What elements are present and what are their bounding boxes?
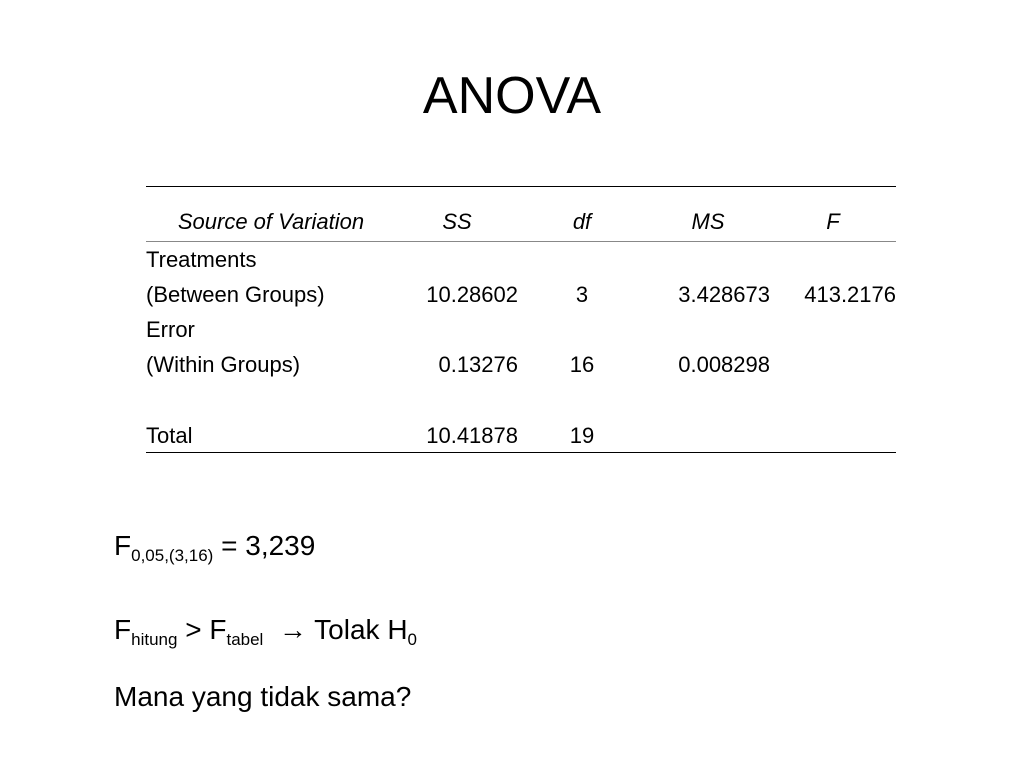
question-text: Mana yang tidak sama? [114,681,412,712]
row-error-label-1: Error [146,317,195,342]
total-label: Total [146,420,396,453]
anova-table [146,186,896,453]
error-f [770,347,896,382]
slide-title: ANOVA [422,67,602,125]
f-tabel-subscript: tabel [226,630,264,649]
table-row [146,277,896,312]
total-df: 19 [518,420,646,453]
decision-text: → Tolak H [263,614,408,645]
f-hitung-subscript: hitung [131,630,178,649]
comparison-operator: > [177,614,210,645]
f-hitung-symbol: F [114,614,132,645]
treatments-ss: 10.28602 [426,282,518,307]
row-treatments-label-1: Treatments [146,247,257,272]
decision-line [114,612,417,648]
error-df: 16 [569,352,595,377]
header-df: df [518,187,646,242]
h0-subscript: 0 [407,630,418,649]
treatments-df: 3 [575,282,589,307]
header-f: F [770,187,896,242]
error-ss: 0.13276 [438,352,518,377]
row-error-label-2: (Within Groups) [146,352,301,377]
f-tabel-symbol: F [209,614,227,645]
header-ss: SS [396,187,518,242]
treatments-f: 413.2176 [804,282,896,307]
f-table-subscript: 0,05,(3,16) [131,546,214,565]
treatments-ms: 3.428673 [678,282,770,307]
header-source: Source of Variation [146,187,396,242]
error-ms: 0.008298 [678,352,770,377]
table-spacer-row [146,382,896,420]
table-row [146,312,896,347]
table-row [146,347,896,382]
f-table-value [114,528,315,564]
row-treatments-label-2: (Between Groups) [146,282,325,307]
table-total-row [146,420,896,453]
header-ms: MS [646,187,770,242]
total-ss: 10.41878 [396,420,518,453]
table-row [146,242,896,278]
f-table-equals: = 3,239 [213,530,316,561]
table-header-row [146,187,896,242]
f-symbol: F [114,530,132,561]
